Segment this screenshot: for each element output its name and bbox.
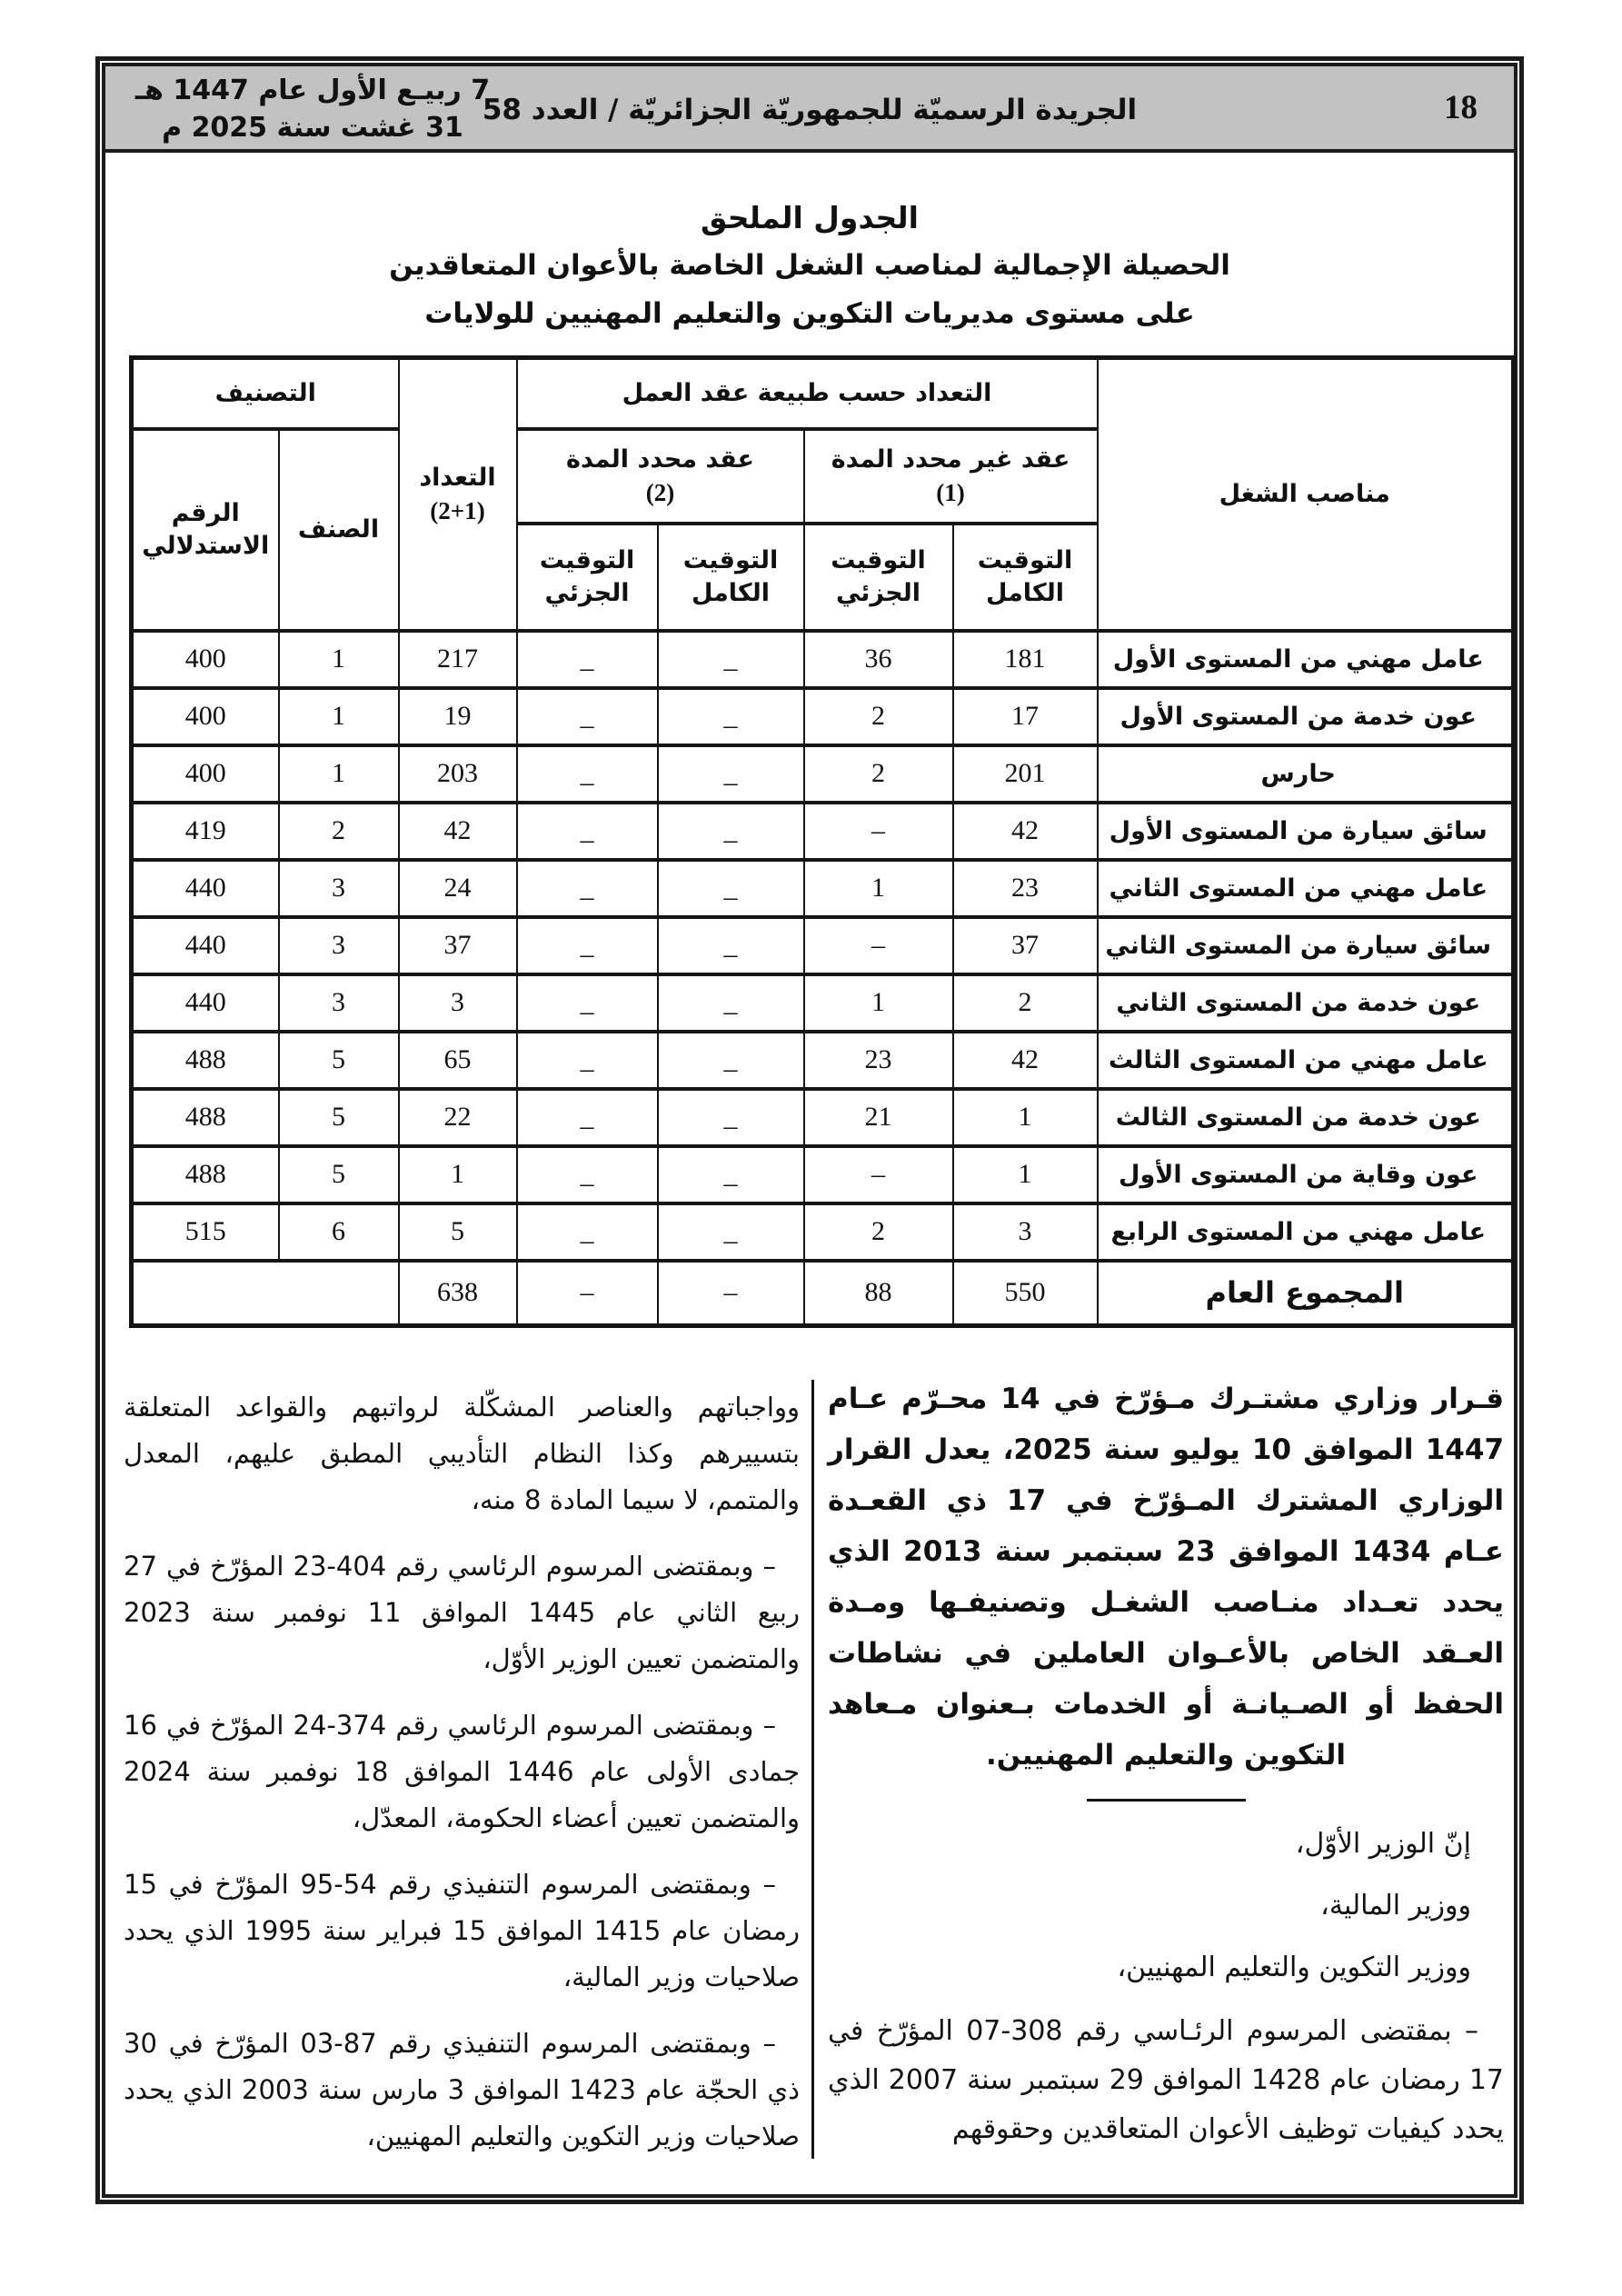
- gregorian-date: 31 غشت سنة 2025 م: [162, 112, 463, 144]
- open-full-cell: 3: [953, 1203, 1098, 1261]
- table-row: [132, 803, 1514, 860]
- category-cell: 1: [279, 631, 399, 688]
- fixed-full-cell: _: [658, 1146, 804, 1203]
- category-cell: 5: [279, 1089, 399, 1146]
- job-name-cell: سائق سيارة من المستوى الأول: [1098, 803, 1514, 860]
- fixed-part-cell: _: [517, 917, 658, 974]
- open-part-cell: 1: [804, 974, 953, 1032]
- open-part-cell: 2: [804, 1203, 953, 1261]
- job-name-cell: عون خدمة من المستوى الثالث: [1098, 1089, 1514, 1146]
- header-job-positions: مناصب الشغل: [1098, 358, 1514, 631]
- index-cell: 400: [132, 745, 279, 803]
- index-cell: 400: [132, 688, 279, 745]
- total-row: [132, 1261, 1514, 1326]
- hijri-date: 7 ربيـع الأول عام 1447 هـ: [134, 75, 491, 106]
- decree-heading: قـرار وزاري مشتـرك مـؤرّخ في 14 محـرّم عـام 1447 الموافق 10 يوليو سنة 2025، يعدل القرار الوزاري المشترك المـؤرّخ في 17 ذي القعـدة عـام 1434 الموافق 23 سبتمبر سنة 2013 الذي يحدد تعـداد منـاصب الشغـل وتصنيفـها ومـدة العـقد الخاص بالأعـوان العاملين في نشاطات الحفظ أو الصـيانـة أو الخدمات بـعنوان مـعاهد التكوين والتعليم المهنيين.: [828, 1383, 1505, 1772]
- body-paragraph: – وبمقتضى المرسوم التنفيذي رقم 87-03 المؤرّخ في 30 ذي الحجّة عام 1423 الموافق 3 مارس سنة 2003 الذي يحدد صلاحيات وزير التكوين والتعليم المهنيين،: [124, 2028, 800, 2151]
- category-cell: 3: [279, 860, 399, 917]
- minister-line-1: إنّ الوزير الأوّل،: [1295, 1828, 1471, 1860]
- job-name-cell: عامل مهني من المستوى الثاني: [1098, 860, 1514, 917]
- fixed-part-cell: _: [517, 631, 658, 688]
- category-cell: 1: [279, 745, 399, 803]
- open-full-cell: 1: [953, 1146, 1098, 1203]
- header-fixed-full-time: التوقيت الكامل: [658, 524, 804, 631]
- category-cell: 1: [279, 688, 399, 745]
- total-row-empty-cell: [132, 1261, 399, 1326]
- text-column-right: [828, 1373, 1504, 2154]
- header-open-term-label: عقد غير محدد المدة: [831, 444, 1070, 474]
- header-total: [399, 358, 517, 631]
- job-name-cell: عامل مهني من المستوى الرابع: [1098, 1203, 1514, 1261]
- category-cell: 5: [279, 1032, 399, 1089]
- table-row: [132, 1146, 1514, 1203]
- fixed-full-cell: _: [658, 1203, 804, 1261]
- total-cell: 217: [399, 631, 517, 688]
- job-name-cell: عامل مهني من المستوى الأول: [1098, 631, 1514, 688]
- header-category: الصنف: [279, 429, 399, 631]
- category-cell: 5: [279, 1146, 399, 1203]
- open-full-cell: 201: [953, 745, 1098, 803]
- total-cell: 22: [399, 1089, 517, 1146]
- total-fixed-part-cell: –: [517, 1261, 658, 1326]
- fixed-full-cell: _: [658, 1032, 804, 1089]
- job-name-cell: سائق سيارة من المستوى الثاني: [1098, 917, 1514, 974]
- minister-line-3: ووزير التكوين والتعليم المهنيين،: [1117, 1952, 1471, 1983]
- open-part-cell: 2: [804, 745, 953, 803]
- body-paragraph: – وبمقتضى المرسوم الرئاسي رقم 374-24 المؤرّخ في 16 جمادى الأولى عام 1446 الموافق 18 نوفمبر سنة 2024 والمتضمن تعيين أعضاء الحكومة، المعدّل،: [124, 1710, 801, 1833]
- open-part-cell: 1: [804, 860, 953, 917]
- header-open-term-number: (1): [936, 478, 965, 506]
- index-cell: 515: [132, 1203, 279, 1261]
- fixed-full-cell: _: [658, 745, 804, 803]
- table-row: [132, 745, 1514, 803]
- header-total-label: التعداد: [419, 463, 496, 492]
- open-full-cell: 37: [953, 917, 1098, 974]
- page-frame-inner: [102, 63, 1518, 2198]
- fixed-part-cell: _: [517, 1146, 658, 1203]
- vu-paragraph: – بمقتضى المرسوم الرئـاسي رقم 308-07 المؤرّخ في 17 رمضان عام 1428 الموافق 29 سبتمبر سنة 2007 الذي يحدد كيفيات توظيف الأعوان المتعاقدين وحقوقهم: [828, 2015, 1505, 2145]
- job-name-cell: عامل مهني من المستوى الثالث: [1098, 1032, 1514, 1089]
- header-count-by-contract: التعداد حسب طبيعة عقد العمل: [517, 358, 1098, 429]
- header-fixed-term-contract: [517, 429, 804, 524]
- fixed-part-cell: _: [517, 974, 658, 1032]
- table-row: [132, 631, 1514, 688]
- open-full-cell: 42: [953, 1032, 1098, 1089]
- header-fixed-term-label: عقد محدد المدة: [566, 444, 754, 474]
- header-total-formula: (2+1): [430, 496, 485, 524]
- index-cell: 488: [132, 1089, 279, 1146]
- fixed-full-cell: _: [658, 631, 804, 688]
- fixed-part-cell: _: [517, 1089, 658, 1146]
- body-paragraph: – وبمقتضى المرسوم التنفيذي رقم 54-95 المؤرّخ في 15 رمضان عام 1415 الموافق 15 فبراير سنة 1995 الذي يحدد صلاحيات وزير المالية،: [124, 1869, 800, 1992]
- open-part-cell: 36: [804, 631, 953, 688]
- index-cell: 488: [132, 1032, 279, 1089]
- fixed-part-cell: _: [517, 1032, 658, 1089]
- annex-title-1: الجدول الملحق: [700, 200, 919, 235]
- body-paragraph: وواجباتهم والعناصر المشكّلة لرواتبهم والقواعد المتعلقة بتسييرهم وكذا النظام التأديبي المطبق عليهم، المعدل والمتمم، لا سيما المادة 8 منه،: [124, 1392, 800, 1515]
- header-open-part-time: التوقيت الجزئي: [804, 524, 953, 631]
- total-cell: 3: [399, 974, 517, 1032]
- page-frame: [95, 56, 1524, 2204]
- fixed-part-cell: _: [517, 860, 658, 917]
- text-column-left: [124, 1384, 800, 2160]
- table-row: [132, 1032, 1514, 1089]
- annex-title-3: على مستوى مديريات التكوين والتعليم المهنيين للولايات: [424, 297, 1195, 330]
- index-cell: 440: [132, 974, 279, 1032]
- total-fixed-full-cell: –: [658, 1261, 804, 1326]
- separator-rule: [1087, 1799, 1246, 1802]
- table-body: [132, 631, 1514, 1261]
- journal-title: الجريدة الرسميّة للجمهوريّة الجزائريّة / العدد 58: [482, 93, 1138, 126]
- table-row: [132, 1203, 1514, 1261]
- table-row: [132, 688, 1514, 745]
- index-cell: 488: [132, 1146, 279, 1203]
- table-row: [132, 1089, 1514, 1146]
- total-cell: 65: [399, 1032, 517, 1089]
- header-fixed-part-time: التوقيت الجزئي: [517, 524, 658, 631]
- index-cell: 400: [132, 631, 279, 688]
- fixed-full-cell: _: [658, 974, 804, 1032]
- total-open-part-cell: 88: [804, 1261, 953, 1326]
- columns-divider: [811, 1380, 814, 2159]
- open-full-cell: 2: [953, 974, 1098, 1032]
- total-cell: 1: [399, 1146, 517, 1203]
- job-name-cell: عون خدمة من المستوى الأول: [1098, 688, 1514, 745]
- header-open-term-contract: [804, 429, 1098, 524]
- open-full-cell: 42: [953, 803, 1098, 860]
- total-cell: 42: [399, 803, 517, 860]
- fixed-full-cell: _: [658, 688, 804, 745]
- fixed-full-cell: _: [658, 860, 804, 917]
- category-cell: 3: [279, 974, 399, 1032]
- header-index-number: الرقم الاستدلالي: [132, 429, 279, 631]
- table-row: [132, 917, 1514, 974]
- open-full-cell: 181: [953, 631, 1098, 688]
- index-cell: 419: [132, 803, 279, 860]
- open-full-cell: 1: [953, 1089, 1098, 1146]
- open-part-cell: 23: [804, 1032, 953, 1089]
- total-sum-cell: 638: [399, 1261, 517, 1326]
- fixed-full-cell: _: [658, 917, 804, 974]
- positions-table: [129, 355, 1516, 1328]
- page-number: 18: [1444, 89, 1478, 126]
- header-open-full-time: التوقيت الكامل: [953, 524, 1098, 631]
- fixed-full-cell: _: [658, 803, 804, 860]
- total-row-label: المجموع العام: [1098, 1261, 1514, 1326]
- job-name-cell: عون وقاية من المستوى الأول: [1098, 1146, 1514, 1203]
- fixed-part-cell: _: [517, 1203, 658, 1261]
- fixed-part-cell: _: [517, 688, 658, 745]
- annex-titles: [105, 194, 1514, 338]
- total-cell: 19: [399, 688, 517, 745]
- fixed-full-cell: _: [658, 1089, 804, 1146]
- fixed-part-cell: _: [517, 803, 658, 860]
- open-part-cell: –: [804, 1146, 953, 1203]
- category-cell: 6: [279, 1203, 399, 1261]
- job-name-cell: عون خدمة من المستوى الثاني: [1098, 974, 1514, 1032]
- category-cell: 3: [279, 917, 399, 974]
- open-part-cell: –: [804, 803, 953, 860]
- job-name-cell: حارس: [1098, 745, 1514, 803]
- category-cell: 2: [279, 803, 399, 860]
- header-classification: التصنيف: [132, 358, 399, 429]
- fixed-part-cell: _: [517, 745, 658, 803]
- open-full-cell: 23: [953, 860, 1098, 917]
- table-row: [132, 974, 1514, 1032]
- header-fixed-term-number: (2): [645, 478, 675, 506]
- total-cell: 5: [399, 1203, 517, 1261]
- total-cell: 203: [399, 745, 517, 803]
- open-part-cell: 21: [804, 1089, 953, 1146]
- body-paragraph: – وبمقتضى المرسوم الرئاسي رقم 404-23 المؤرّخ في 27 ربيع الثاني عام 1445 الموافق 11 نوفمبر سنة 2023 والمتضمن تعيين الوزير الأوّل،: [124, 1551, 801, 1674]
- open-part-cell: –: [804, 917, 953, 974]
- index-cell: 440: [132, 917, 279, 974]
- total-open-full-cell: 550: [953, 1261, 1098, 1326]
- index-cell: 440: [132, 860, 279, 917]
- header-band: [105, 66, 1514, 153]
- total-cell: 37: [399, 917, 517, 974]
- open-full-cell: 17: [953, 688, 1098, 745]
- minister-line-2: ووزير المالية،: [1320, 1890, 1471, 1922]
- table-row: [132, 860, 1514, 917]
- total-cell: 24: [399, 860, 517, 917]
- annex-title-2: الحصيلة الإجمالية لمناصب الشغل الخاصة بالأعوان المتعاقدين: [389, 249, 1230, 282]
- open-part-cell: 2: [804, 688, 953, 745]
